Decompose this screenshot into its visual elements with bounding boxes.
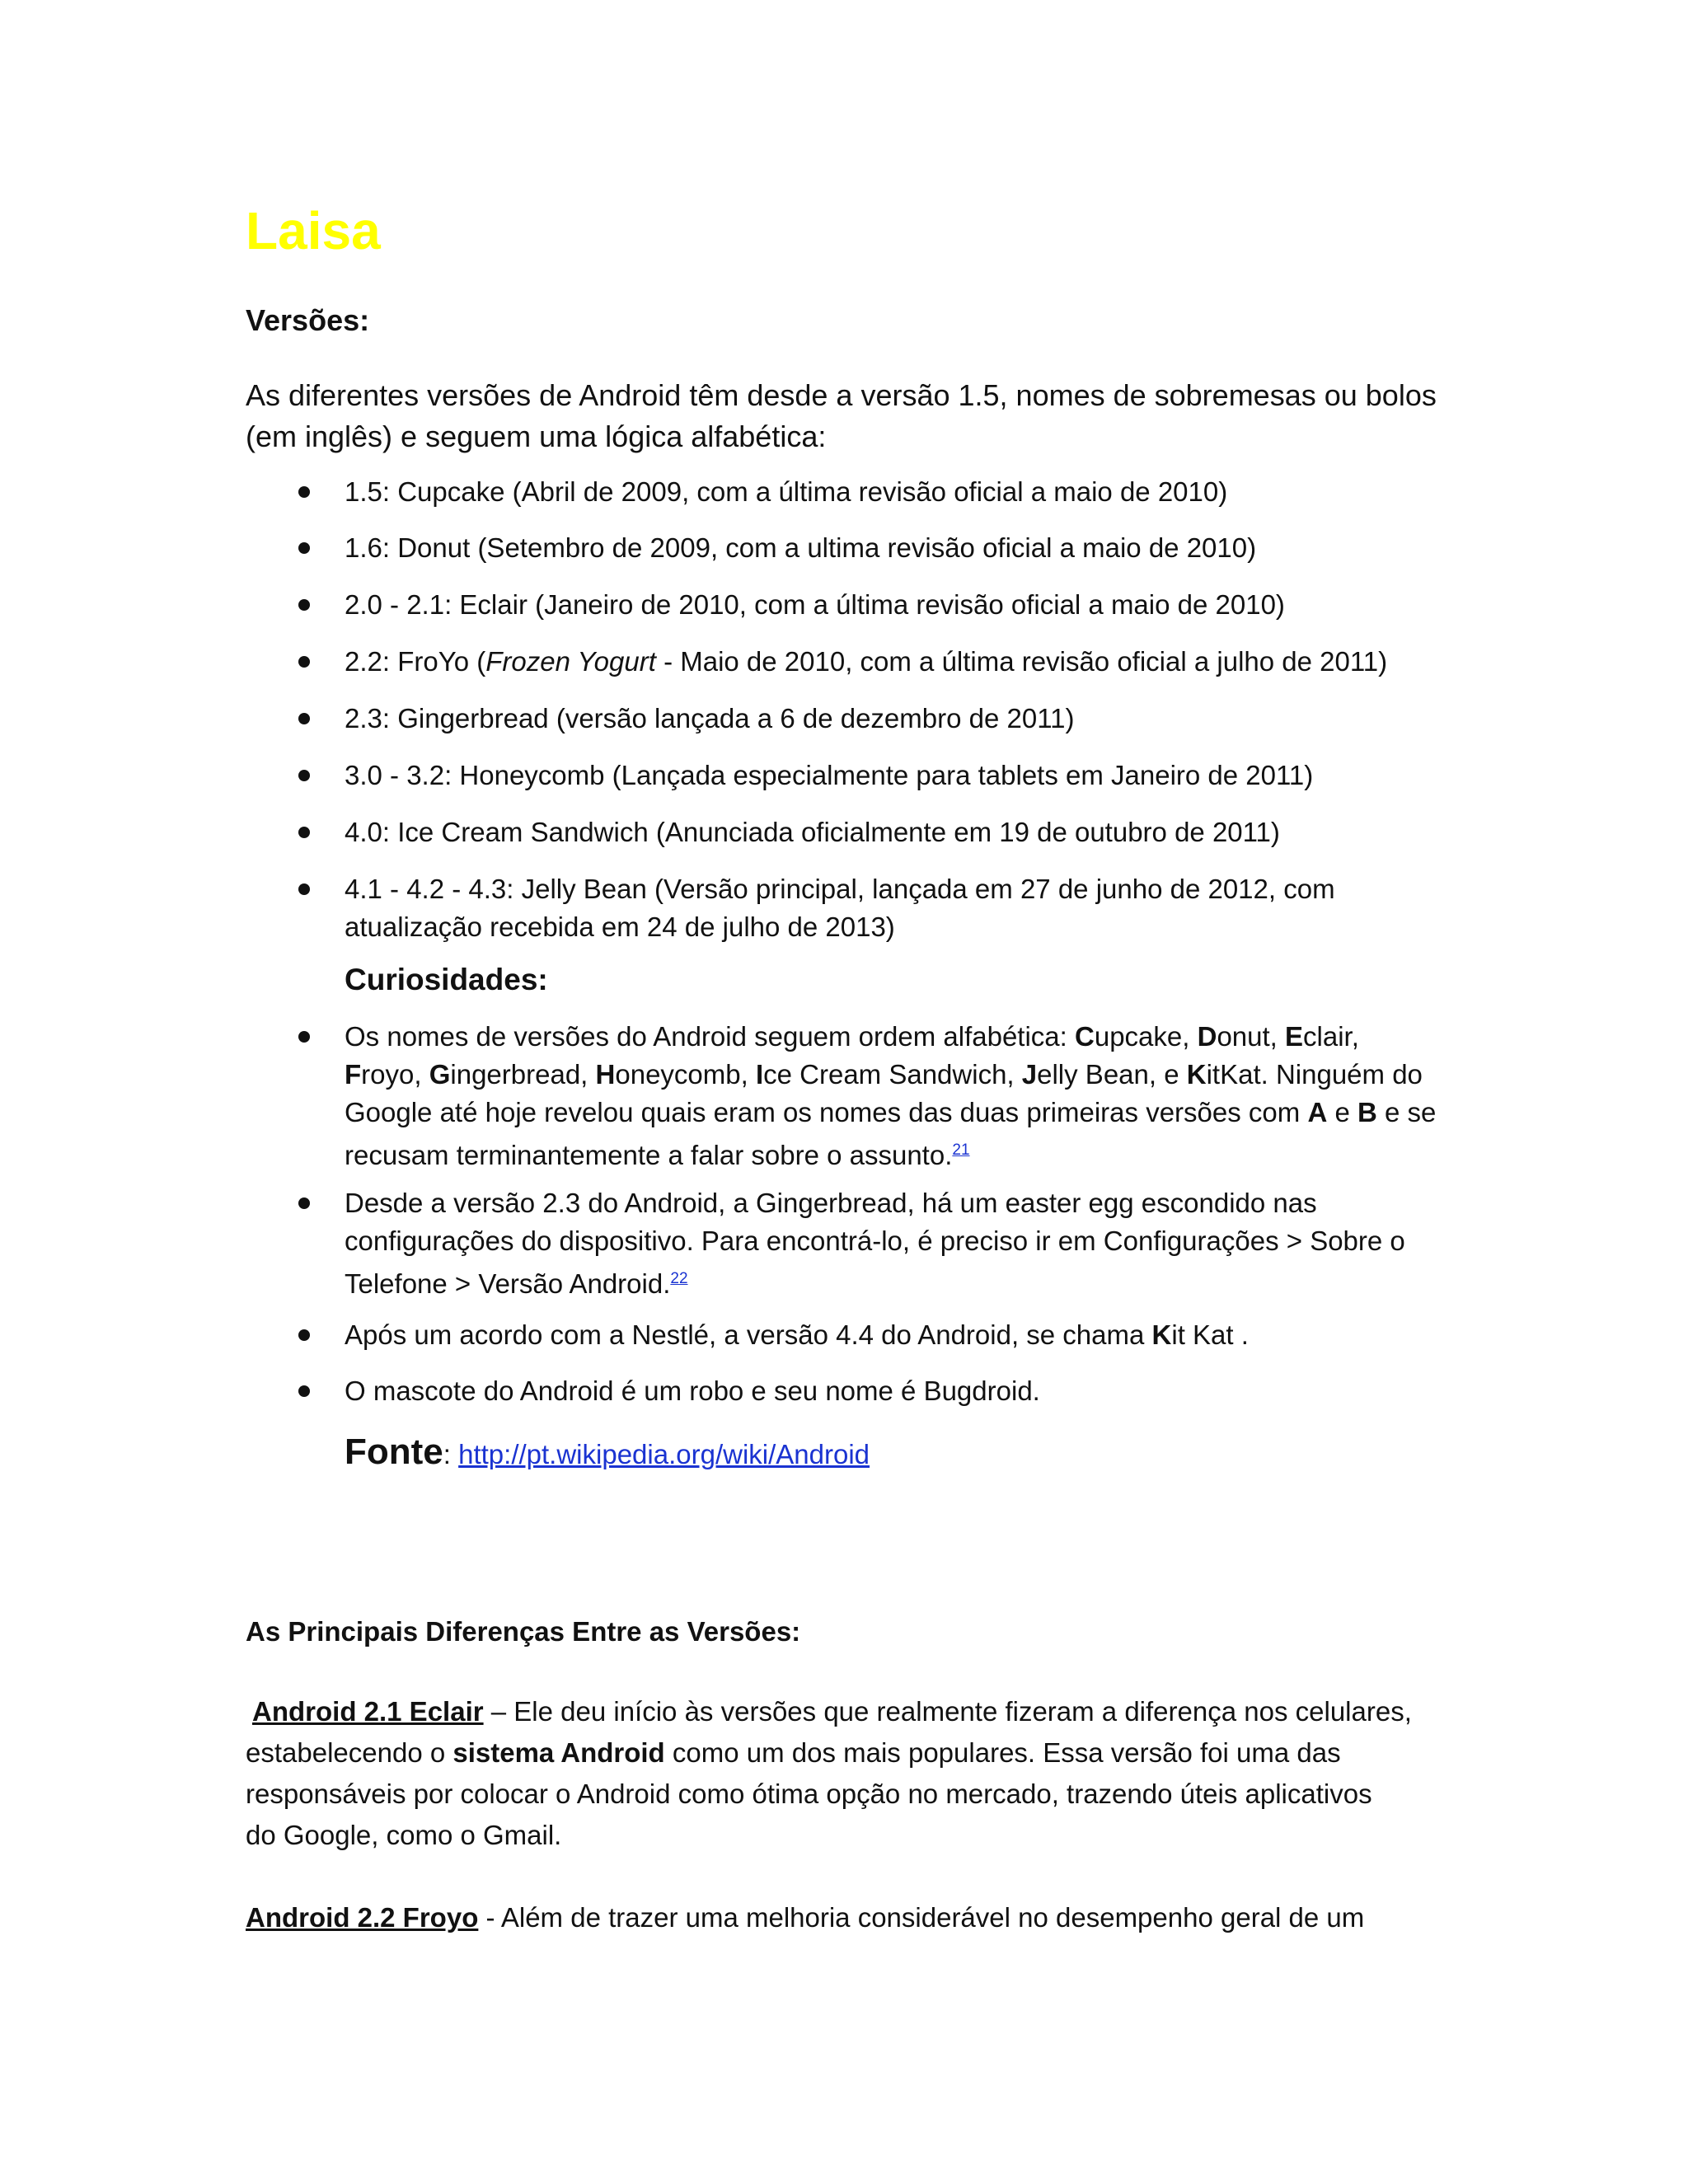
version-item: 4.1 - 4.2 - 4.3: Jelly Bean (Versão principal, lançada em 27 de junho de 2012, com atualização recebida em 24 de julho de 2013) — [345, 870, 1335, 946]
document-title: Laisa — [246, 201, 381, 260]
curiosity-item: Após um acordo com a Nestlé, a versão 4.4 do Android, se chama Kit Kat . — [345, 1316, 1249, 1354]
froyo-line-1: Android 2.2 Froyo - Além de trazer uma melhoria considerável no desempenho geral de um — [246, 1902, 1365, 1933]
source-link[interactable]: http://pt.wikipedia.org/wiki/Android — [458, 1439, 870, 1469]
froyo-title: Android 2.2 Froyo — [246, 1902, 479, 1933]
version-item: 3.0 - 3.2: Honeycomb (Lançada especialmente para tablets em Janeiro de 2011) — [345, 757, 1313, 794]
intro-paragraph: As diferentes versões de Android têm desde a versão 1.5, nomes de sobremesas ou bolos (em inglês) e seguem uma lógica alfabética: — [246, 378, 1437, 453]
footnote-link-22[interactable]: 22 — [670, 1270, 688, 1287]
source-label: Fonte — [345, 1432, 443, 1472]
version-item: 2.0 - 2.1: Eclair (Janeiro de 2010, com a última revisão oficial a maio de 2010) — [345, 586, 1285, 624]
footnote-link-21[interactable]: 21 — [952, 1141, 970, 1159]
versions-heading: Versões: — [246, 303, 370, 337]
version-item: 2.2: FroYo (Frozen Yogurt - Maio de 2010, com a última revisão oficial a julho de 2011) — [345, 643, 1387, 681]
eclair-line-4: do Google, como o Gmail. — [246, 1820, 562, 1850]
curiosity-item: Os nomes de versões do Android seguem ordem alfabética: Cupcake, Donut, Eclair, Froyo, Gingerbread, Honeycomb, Ice Cream Sandwich, Jelly Bean, e KitKat. Ninguém do Google até hoje revelou quais eram os nomes das duas primeiras versões com A e B e se recusam terminantemente a falar sobre o assunto.$^{21}$ — [345, 1018, 1436, 1174]
eclair-line-2: estabelecendo o sistema Android como um dos mais populares. Essa versão foi uma das — [246, 1737, 1341, 1768]
eclair-line-1: Android 2.1 Eclair – Ele deu início às versões que realmente fizeram a diferença nos celulares, — [252, 1696, 1412, 1727]
source-line: Fonte: http://pt.wikipedia.org/wiki/Android — [345, 1432, 870, 1472]
version-item: 1.5: Cupcake (Abril de 2009, com a última revisão oficial a maio de 2010) — [345, 473, 1227, 511]
eclair-title: Android 2.1 Eclair — [252, 1696, 484, 1727]
curiosity-item: Desde a versão 2.3 do Android, a Gingerbread, há um easter egg escondido nas configurações do dispositivo. Para encontrá-lo, é preciso ir em Configurações > Sobre o Telefone > Versão Android.$^{22}$ — [345, 1184, 1405, 1303]
differences-heading: As Principais Diferenças Entre as Versões: — [246, 1616, 801, 1647]
version-item: 2.3: Gingerbread (versão lançada a 6 de dezembro de 2011) — [345, 700, 1074, 738]
curiosities-heading: Curiosidades: — [345, 963, 548, 996]
curiosity-item: O mascote do Android é um robo e seu nome é Bugdroid. — [345, 1372, 1040, 1410]
version-item: 4.0: Ice Cream Sandwich (Anunciada oficialmente em 19 de outubro de 2011) — [345, 813, 1280, 851]
version-item: 1.6: Donut (Setembro de 2009, com a ultima revisão oficial a maio de 2010) — [345, 529, 1256, 567]
eclair-line-3: responsáveis por colocar o Android como ótima opção no mercado, trazendo úteis aplicativos — [246, 1779, 1372, 1809]
